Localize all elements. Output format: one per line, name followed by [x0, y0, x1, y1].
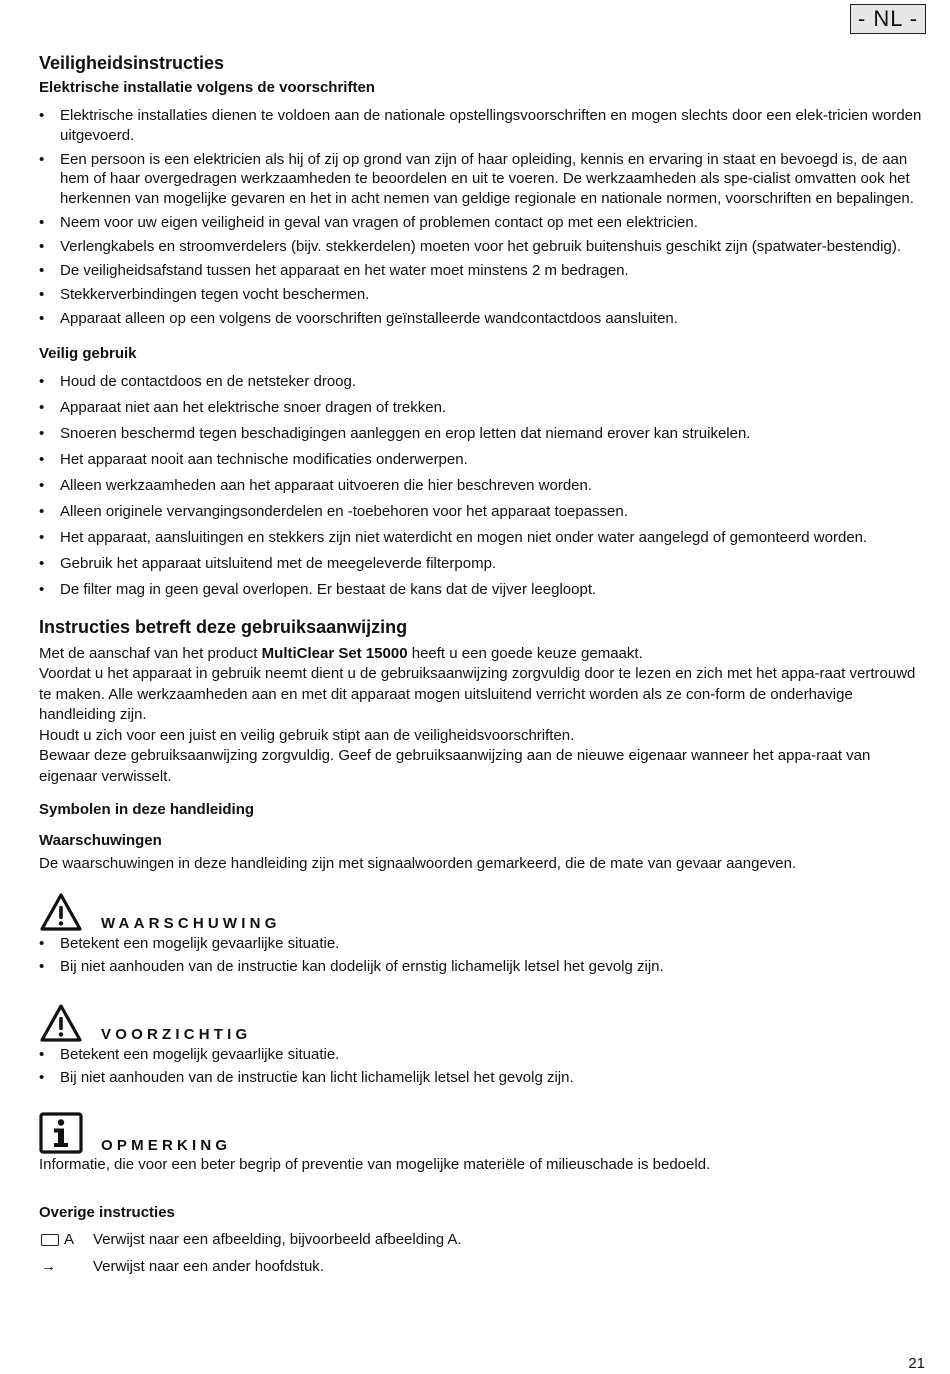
- list-item: • Het apparaat nooit aan technische modificaties onderwerpen.: [39, 450, 927, 470]
- caution-signal: [39, 999, 927, 1043]
- safe-use-heading: Veilig gebruik: [39, 345, 137, 362]
- arrow-right-icon: →: [41, 1258, 56, 1275]
- list-item: • Stekkerverbindingen tegen vocht beschermen.: [39, 285, 927, 305]
- safety-title: Veiligheidsinstructies: [39, 53, 225, 73]
- list-item: • Apparaat niet aan het elektrische snoer dragen of trekken.: [39, 398, 927, 418]
- list-item: • Neem voor uw eigen veiligheid in geval van vragen of problemen contact op met een elektricien.: [39, 213, 927, 233]
- list-item: • De filter mag in geen geval overlopen. Er bestaat de kans dat de vijver leegloopt.: [39, 580, 927, 600]
- figure-box-icon: [41, 1234, 59, 1246]
- list-item: • Apparaat alleen op een volgens de voorschriften geïnstalleerde wandcontactdoos aansluiten.: [39, 309, 927, 329]
- intro-paragraph: [39, 644, 927, 665]
- electrical-list: [39, 106, 927, 328]
- signal-word: VOORZICHTIG: [101, 1026, 252, 1043]
- figure-letter: A: [64, 1231, 75, 1248]
- intro-before: Met de aanschaf van het product: [39, 644, 262, 662]
- other-row-text: Verwijst naar een ander hoofdstuk.: [93, 1258, 324, 1275]
- note-text: Informatie, die voor een beter begrip of preventie van mogelijke materiële of milieuschade is bedoeld.: [39, 1155, 711, 1173]
- warning-list: [39, 934, 927, 977]
- list-item: • Houd de contactdoos en de netsteker droog.: [39, 372, 927, 392]
- product-name: MultiClear Set 15000: [261, 644, 408, 662]
- other-row-figure: [39, 1230, 927, 1250]
- list-item: • De veiligheidsafstand tussen het apparaat en het water moet minstens 2 m bedragen.: [39, 261, 927, 281]
- signal-word: WAARSCHUWING: [101, 914, 281, 932]
- note-signal: [39, 1110, 927, 1154]
- caution-list: [39, 1045, 927, 1088]
- page-number: 21: [908, 1355, 925, 1372]
- symbols-heading: Symbolen in deze handleiding: [39, 801, 255, 818]
- warnings-heading: Waarschuwingen: [39, 832, 162, 849]
- safe-use-list: [39, 372, 927, 600]
- signal-word: OPMERKING: [101, 1136, 232, 1154]
- instructions-title: Instructies betreft deze gebruiksaanwijzing: [39, 616, 408, 637]
- other-row-text: Verwijst naar een afbeelding, bijvoorbeeld afbeelding A.: [93, 1231, 462, 1248]
- list-item: • Verlengkabels en stroomverdelers (bijv. stekkerdelen) moeten voor het gebruik buitenshuis geschikt zijn (spatwater-bestendig).: [39, 237, 927, 257]
- figure-reference: [39, 1230, 93, 1250]
- list-item: • Gebruik het apparaat uitsluitend met de meegeleverde filterpomp.: [39, 554, 927, 574]
- chapter-reference: [39, 1257, 93, 1277]
- other-row-chapter: [39, 1257, 927, 1277]
- warning-triangle-icon: [39, 1003, 83, 1043]
- paragraph: Voordat u het apparaat in gebruik neemt dient u de gebruiksaanwijzing zorgvuldig door te lezen en zich met het appa-raat vertrouwd te maken. Alle werkzaamheden aan en met dit apparaat mogen uitsluitend verricht worden als ze con-form de onderhavige handleiding zijn.: [39, 665, 916, 723]
- page-content: [39, 52, 927, 1277]
- warnings-intro: De waarschuwingen in deze handleiding zijn met signaalwoorden gemarkeerd, die de mate van gevaar aangeven.: [39, 855, 797, 872]
- language-badge: - NL -: [850, 4, 926, 34]
- list-item: • Betekent een mogelijk gevaarlijke situatie.: [39, 934, 927, 954]
- list-item: • Bij niet aanhouden van de instructie kan licht lichamelijk letsel het gevolg zijn.: [39, 1068, 927, 1088]
- paragraph: Bewaar deze gebruiksaanwijzing zorgvuldig. Geef de gebruiksaanwijzing aan de nieuwe eigenaar wanneer het appa-raat van eigenaar verwisselt.: [39, 747, 871, 785]
- electrical-heading: Elektrische installatie volgens de voorschriften: [39, 79, 375, 96]
- list-item: • Elektrische installaties dienen te voldoen aan de nationale opstellingsvoorschriften en mogen slechts door een elek-tricien worden uitgevoerd.: [39, 106, 927, 145]
- list-item: • Een persoon is een elektricien als hij of zij op grond van zijn of haar opleiding, kennis en ervaring in staat en bevoegd is, de aan hem of haar overgedragen werkzaamheden te beoordelen en uit te voeren. De werkzaamheden als spe-cialist omvatten ook het herkennen van mogelijke gevaren en het in acht nemen van geldige regionale en nationale normen, voorschriften en bepalingen.: [39, 150, 927, 209]
- list-item: • Alleen originele vervangingsonderdelen en -toebehoren voor het apparaat toepassen.: [39, 502, 927, 522]
- list-item: • Betekent een mogelijk gevaarlijke situatie.: [39, 1045, 927, 1065]
- list-item: • Alleen werkzaamheden aan het apparaat uitvoeren die hier beschreven worden.: [39, 476, 927, 496]
- list-item: • Bij niet aanhouden van de instructie kan dodelijk of ernstig lichamelijk letsel het gevolg zijn.: [39, 957, 927, 977]
- intro-after: heeft u een goede keuze gemaakt.: [407, 644, 643, 662]
- list-item: • Het apparaat, aansluitingen en stekkers zijn niet waterdicht en mogen niet onder water aangelegd of gemonteerd worden.: [39, 528, 927, 548]
- paragraph: Houdt u zich voor een juist en veilig gebruik stipt aan de veiligheidsvoorschriften.: [39, 726, 575, 744]
- other-heading: Overige instructies: [39, 1204, 175, 1221]
- warning-signal: [39, 888, 927, 932]
- list-item: • Snoeren beschermd tegen beschadigingen aanleggen en erop letten dat niemand erover kan struikelen.: [39, 424, 927, 444]
- warning-triangle-icon: [39, 892, 83, 932]
- info-icon: [39, 1112, 83, 1154]
